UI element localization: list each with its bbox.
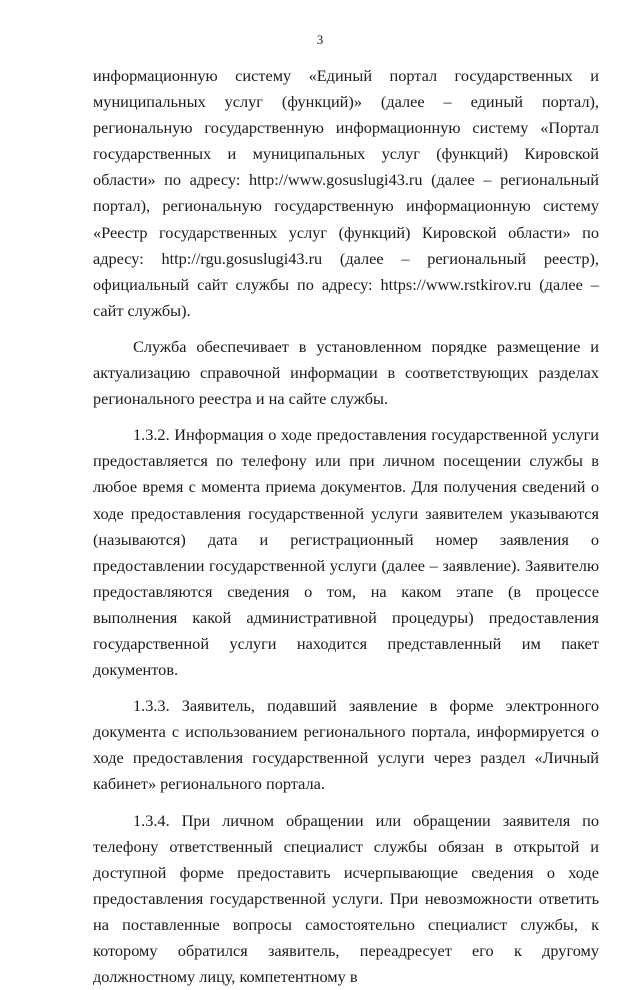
paragraph-service-info: Служба обеспечивает в установленном порядке размещение и актуализацию справочной информации в соответствующих разделах регионального реестра и на сайте службы.	[93, 336, 599, 409]
document-body	[93, 63, 599, 990]
paragraph-1-3-4: 1.3.4. При личном обращении или обращении заявителя по телефону ответственный специалист службы обязан в открытой и доступной форме предоставить исчерпывающие сведения о ходе предоставления государственной услуги. При невозможности ответить на поставленные вопросы самостоятельно специалист службы, к которому обратился заявитель, переадресует его к другому должностному лицу, компетентному в	[93, 810, 599, 987]
paragraph-1-3-3: 1.3.3. Заявитель, подавший заявление в форме электронного документа с использованием регионального портала, информируется о ходе предоставления государственной услуги через раздел «Личный кабинет» регионального портала.	[93, 696, 599, 794]
page-number: 3	[316, 32, 324, 47]
paragraph-1-3-2: 1.3.2. Информация о ходе предоставления государственной услуги предоставляется по телефону или при личном посещении службы в любое время с момента приема документов. Для получения сведений о ходе предоставления государственной услуги заявителем указываются (называются) дата и регистрационный номер заявления о предоставлении государственной услуги (далее – заявление). Заявителю предоставляются сведения о том, на каком этапе (в процессе выполнения какой административной процедуры) предоставления государственной услуги находится представленный им пакет документов.	[93, 425, 599, 680]
paragraph-portals: информационную систему «Единый портал государственных и муниципальных услуг (функций)» (далее – единый портал), региональную государственную информационную систему «Портал государственных и муниципальных услуг (функций) Кировской области» по адресу: http://www.gosuslugi43.ru (далее – региональный портал), региональную государственную информационную систему «Реестр государственных услуг (функций) Кировской области» по адресу: http://rgu.gosuslugi43.ru (далее – региональный реестр), официальный сайт службы по адресу: https://www.rstkirov.ru (далее – сайт службы).	[93, 66, 599, 320]
